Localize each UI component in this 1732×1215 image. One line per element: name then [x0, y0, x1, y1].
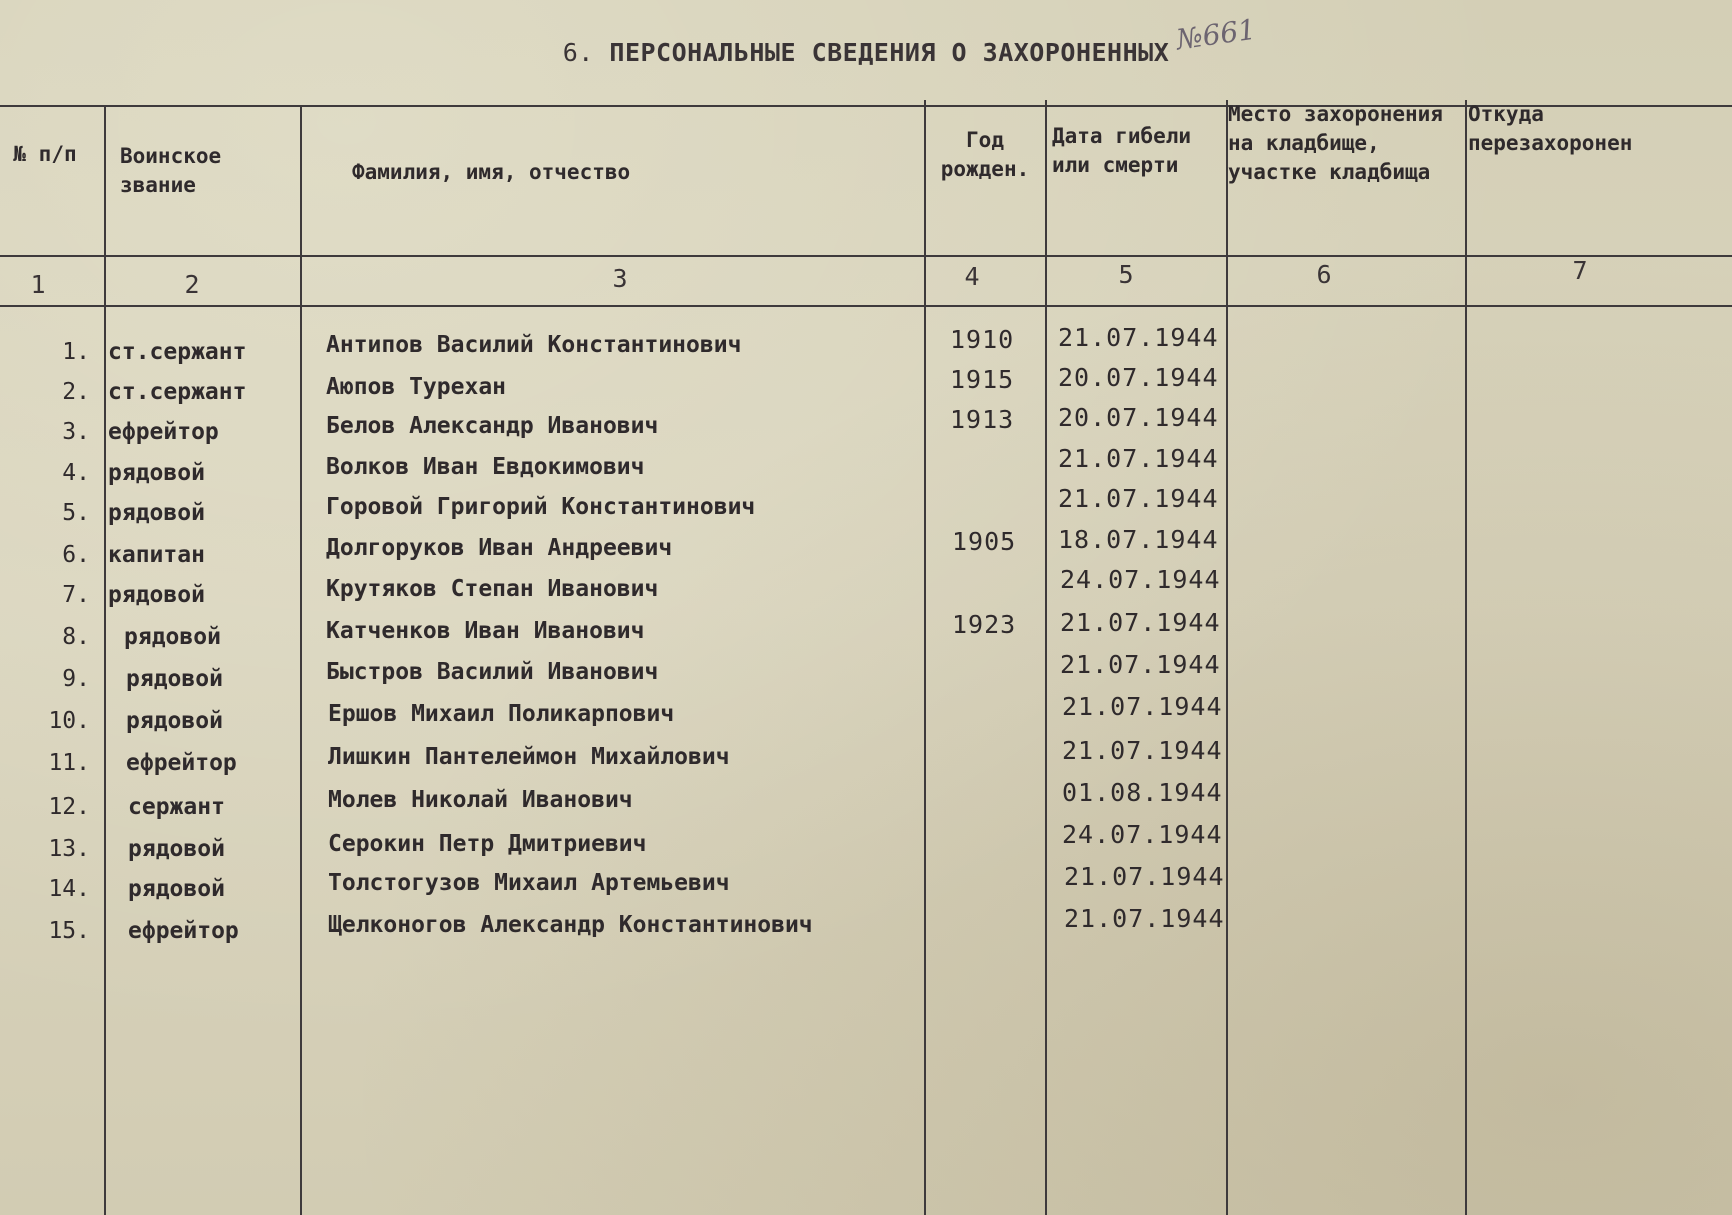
row-rank: ефрейтор: [108, 419, 219, 445]
title-number: 6.: [562, 38, 594, 67]
row-name: Аюпов Турехан: [326, 374, 507, 400]
header-death-date: Дата гибели или смерти: [1052, 124, 1192, 177]
row-name: Долгоруков Иван Андреевич: [326, 535, 673, 561]
row-number: 4.: [62, 460, 90, 486]
row-number: 10.: [48, 708, 90, 734]
row-name: Молев Николай Иванович: [328, 787, 633, 813]
row-name: Белов Александр Иванович: [326, 413, 659, 439]
handwritten-note: №661: [1174, 12, 1258, 57]
row-rank: рядовой: [128, 836, 225, 862]
row-name: Ершов Михаил Поликарпович: [328, 701, 675, 727]
row-death-date: 21.07.1944: [1060, 650, 1221, 679]
row-number: 8.: [62, 624, 90, 650]
row-death-date: 21.07.1944: [1064, 904, 1225, 933]
column-number-4: 4: [964, 262, 980, 291]
row-rank: рядовой: [126, 708, 223, 734]
row-number: 12.: [48, 794, 90, 820]
row-death-date: 21.07.1944: [1064, 862, 1225, 891]
column-number-1: 1: [30, 270, 46, 299]
row-number: 5.: [62, 500, 90, 526]
row-number: 15.: [48, 918, 90, 944]
row-death-date: 24.07.1944: [1062, 820, 1223, 849]
column-number-7: 7: [1572, 256, 1588, 285]
row-death-date: 24.07.1944: [1060, 565, 1221, 594]
row-rank: рядовой: [108, 460, 205, 486]
row-name: Антипов Василий Константинович: [326, 332, 742, 358]
row-rank: рядовой: [124, 624, 221, 650]
row-birth-year: 1910: [950, 325, 1015, 354]
row-rank: ефрейтор: [126, 750, 237, 776]
row-rank: сержант: [128, 794, 225, 820]
row-number: 11.: [48, 750, 90, 776]
row-death-date: 20.07.1944: [1058, 403, 1219, 432]
header-bottom-border: [0, 255, 1732, 257]
row-death-date: 21.07.1944: [1062, 692, 1223, 721]
row-number: 3.: [62, 419, 90, 445]
row-name: Горовой Григорий Константинович: [326, 494, 756, 520]
column-number-5: 5: [1118, 260, 1134, 289]
row-rank: ефрейтор: [128, 918, 239, 944]
row-name: Серокин Петр Дмитриевич: [328, 831, 647, 857]
row-name: Толстогузов Михаил Артемьевич: [328, 870, 730, 896]
row-birth-year: 1913: [950, 405, 1015, 434]
column-divider-1: [104, 105, 106, 1215]
row-name: Крутяков Степан Иванович: [326, 576, 659, 602]
row-name: Лишкин Пантелеймон Михайлович: [328, 744, 730, 770]
row-rank: рядовой: [126, 666, 223, 692]
row-number: 1.: [62, 339, 90, 365]
row-death-date: 21.07.1944: [1058, 484, 1219, 513]
header-reburied-from: Откуда перезахоронен: [1468, 102, 1633, 155]
row-birth-year: 1905: [952, 527, 1017, 556]
column-divider-6: [1465, 100, 1467, 1215]
header-burial-place: Место захоронения на кладбище, участке кладбища: [1228, 102, 1443, 184]
column-number-2: 2: [184, 270, 200, 299]
row-number: 2.: [62, 379, 90, 405]
colnum-bottom-border: [0, 305, 1732, 307]
column-number-6: 6: [1316, 260, 1332, 289]
column-divider-4: [1045, 100, 1047, 1215]
row-death-date: 20.07.1944: [1058, 363, 1219, 392]
row-name: Щелконогов Александр Константинович: [328, 912, 813, 938]
row-name: Волков Иван Евдокимович: [326, 454, 645, 480]
row-rank: рядовой: [108, 500, 205, 526]
column-divider-2: [300, 105, 302, 1215]
page-title: [0, 38, 1732, 67]
row-name: Катченков Иван Иванович: [326, 618, 645, 644]
row-rank: капитан: [108, 542, 205, 568]
column-divider-5: [1226, 100, 1228, 1215]
row-birth-year: 1915: [950, 365, 1015, 394]
column-divider-3: [924, 100, 926, 1215]
row-death-date: 18.07.1944: [1058, 525, 1219, 554]
row-rank: рядовой: [128, 876, 225, 902]
row-rank: ст.сержант: [108, 379, 247, 405]
header-birth-year: Год рожден.: [940, 128, 1030, 181]
title-text: ПЕРСОНАЛЬНЫЕ СВЕДЕНИЯ О ЗАХОРОНЕННЫХ: [609, 38, 1170, 67]
row-number: 6.: [62, 542, 90, 568]
row-death-date: 01.08.1944: [1062, 778, 1223, 807]
row-birth-year: 1923: [952, 610, 1017, 639]
row-number: 13.: [48, 836, 90, 862]
row-death-date: 21.07.1944: [1060, 608, 1221, 637]
row-rank: рядовой: [108, 582, 205, 608]
row-death-date: 21.07.1944: [1058, 444, 1219, 473]
header-number: № п/п: [13, 142, 77, 166]
header-rank: Воинское звание: [120, 144, 222, 197]
row-death-date: 21.07.1944: [1062, 736, 1223, 765]
row-name: Быстров Василий Иванович: [326, 659, 659, 685]
column-number-3: 3: [612, 264, 628, 293]
row-rank: ст.сержант: [108, 339, 247, 365]
row-death-date: 21.07.1944: [1058, 323, 1219, 352]
header-name: Фамилия, имя, отчество: [352, 160, 631, 184]
row-number: 7.: [62, 582, 90, 608]
row-number: 14.: [48, 876, 90, 902]
row-number: 9.: [62, 666, 90, 692]
